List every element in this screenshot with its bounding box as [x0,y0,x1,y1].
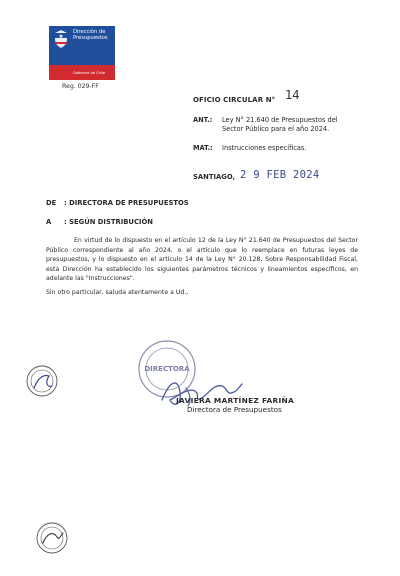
closing-line: Sin otro particular, saluda atentamente a Ud., [46,289,189,296]
to-value: : SEGÚN DISTRIBUCIÓN [64,218,153,226]
initials-stamp-icon [25,364,59,398]
ant-label: ANT.: [193,116,213,124]
dateline-city: SANTIAGO, [193,173,236,181]
date-stamp: 2 9 FEB 2024 [240,169,320,181]
circular-label: OFICIO CIRCULAR N° [193,96,276,104]
logo-line-3: Gobierno de Chile [73,71,106,75]
dipres-logo [49,26,115,80]
ant-text: Ley N° 21.640 de Presupuestos del Sector Público para el año 2024. [222,116,338,133]
mat-label: MAT.: [193,144,213,152]
body-paragraph: En virtud de lo dispuesto en el artículo 12 de la Ley N° 21.640 de Presupuestos del Sector Público correspondiente al año 2024, o el artículo que lo reemplace en futuras leyes de presupuestos, y lo dispuesto en el artículo 14 de la Ley N° 20.128, Sobre Responsabilidad Fiscal, esta Dirección ha establecido los siguientes parámetros técnicos y lineamientos específicos, en adelante las "Instrucciones". [46,237,358,283]
signer-title: Directora de Presupuestos [187,405,282,414]
initials-stamp-icon [35,521,69,555]
coat-of-arms-icon [52,29,70,49]
seal-text: DIRECTORA [144,365,190,373]
logo-line-2: Presupuestos [73,35,108,41]
to-label: A [46,218,52,226]
from-value: : DIRECTORA DE PRESUPUESTOS [64,199,189,207]
mat-text: Instrucciones específicas. [222,144,307,152]
logo-line-1: Dirección de [73,29,106,35]
registration-code: Reg. 029-FF [62,83,99,90]
from-label: DE [46,199,57,207]
signer-name: JAVIERA MARTÍNEZ FARIÑA [176,396,295,405]
circular-number: 14 [285,88,300,102]
